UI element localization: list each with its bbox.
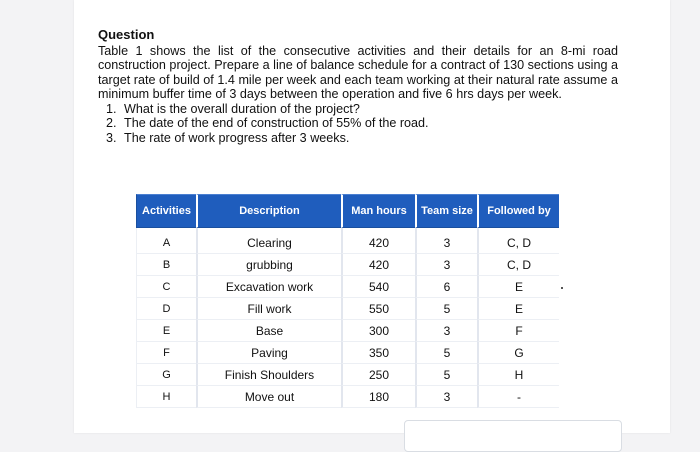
question-item-text: The rate of work progress after 3 weeks.	[124, 130, 350, 145]
cell-team-size: 5	[415, 298, 477, 320]
cell-followed-by: H	[477, 364, 559, 386]
table-row	[136, 364, 636, 386]
row-spacer	[559, 298, 636, 320]
question-item-2	[106, 116, 618, 131]
cell-activity: B	[136, 254, 196, 276]
cell-team-size: 3	[415, 386, 477, 408]
cell-activity: H	[136, 386, 196, 408]
answer-box-edge	[404, 420, 622, 452]
row-spacer	[559, 364, 636, 386]
table-row	[136, 386, 636, 408]
cell-description: Excavation work	[196, 276, 341, 298]
header-team-size: Team size	[415, 194, 477, 228]
cell-man-hours: 420	[341, 254, 415, 276]
cell-team-size: 3	[415, 228, 477, 254]
cell-team-size: 6	[415, 276, 477, 298]
question-item-number: 2.	[106, 116, 117, 131]
question-list	[98, 102, 618, 146]
row-spacer	[559, 254, 636, 276]
question-item-3	[106, 131, 618, 146]
table-row	[136, 276, 636, 298]
stray-dot	[561, 287, 563, 289]
activities-table-wrapper	[136, 194, 636, 408]
header-description: Description	[196, 194, 341, 228]
cell-activity: G	[136, 364, 196, 386]
table-row	[136, 254, 636, 276]
cell-followed-by: C, D	[477, 228, 559, 254]
cell-team-size: 5	[415, 342, 477, 364]
row-spacer	[559, 320, 636, 342]
table-row	[136, 342, 636, 364]
cell-man-hours: 420	[341, 228, 415, 254]
header-followed-by: Followed by	[477, 194, 559, 228]
document-page	[74, 0, 670, 433]
row-spacer	[559, 342, 636, 364]
cell-man-hours: 180	[341, 386, 415, 408]
cell-man-hours: 300	[341, 320, 415, 342]
cell-activity: C	[136, 276, 196, 298]
cell-description: Move out	[196, 386, 341, 408]
cell-description: Base	[196, 320, 341, 342]
question-body: Table 1 shows the list of the consecutive activities and their details for an 8-mi road construction project. Prepare a line of balance schedule for a contract of 130 sections using a target rate of build of 1.4 mile per week and each team working at their natural rate assume a minimum buffer time of 3 days between the operation and five 6 hrs days per week.	[98, 43, 618, 101]
cell-team-size: 3	[415, 320, 477, 342]
cell-team-size: 5	[415, 364, 477, 386]
cell-followed-by: E	[477, 276, 559, 298]
header-man-hours: Man hours	[341, 194, 415, 228]
cell-followed-by: E	[477, 298, 559, 320]
cell-man-hours: 350	[341, 342, 415, 364]
cell-followed-by: G	[477, 342, 559, 364]
cell-description: Fill work	[196, 298, 341, 320]
cell-team-size: 3	[415, 254, 477, 276]
question-item-1	[106, 102, 618, 117]
table-row	[136, 228, 636, 254]
question-item-number: 1.	[106, 101, 117, 116]
row-spacer	[559, 386, 636, 408]
question-item-text: The date of the end of construction of 55% of the road.	[124, 116, 429, 131]
question-title: Question	[98, 27, 155, 42]
cell-activity: D	[136, 298, 196, 320]
cell-activity: E	[136, 320, 196, 342]
table-header-row	[136, 194, 636, 228]
activities-table	[136, 194, 636, 408]
table-row	[136, 320, 636, 342]
cell-followed-by: -	[477, 386, 559, 408]
cell-description: Clearing	[196, 228, 341, 254]
question-section	[98, 28, 618, 145]
cell-man-hours: 250	[341, 364, 415, 386]
cell-followed-by: F	[477, 320, 559, 342]
question-item-number: 3.	[106, 130, 117, 145]
cell-description: grubbing	[196, 254, 341, 276]
cell-activity: A	[136, 228, 196, 254]
header-spacer	[559, 194, 636, 228]
cell-followed-by: C, D	[477, 254, 559, 276]
cell-description: Finish Shoulders	[196, 364, 341, 386]
cell-description: Paving	[196, 342, 341, 364]
question-item-text: What is the overall duration of the project?	[124, 101, 360, 116]
cell-man-hours: 550	[341, 298, 415, 320]
cell-activity: F	[136, 342, 196, 364]
cell-man-hours: 540	[341, 276, 415, 298]
row-spacer	[559, 228, 636, 254]
table-row	[136, 298, 636, 320]
header-activities: Activities	[136, 194, 196, 228]
row-spacer	[559, 276, 636, 298]
